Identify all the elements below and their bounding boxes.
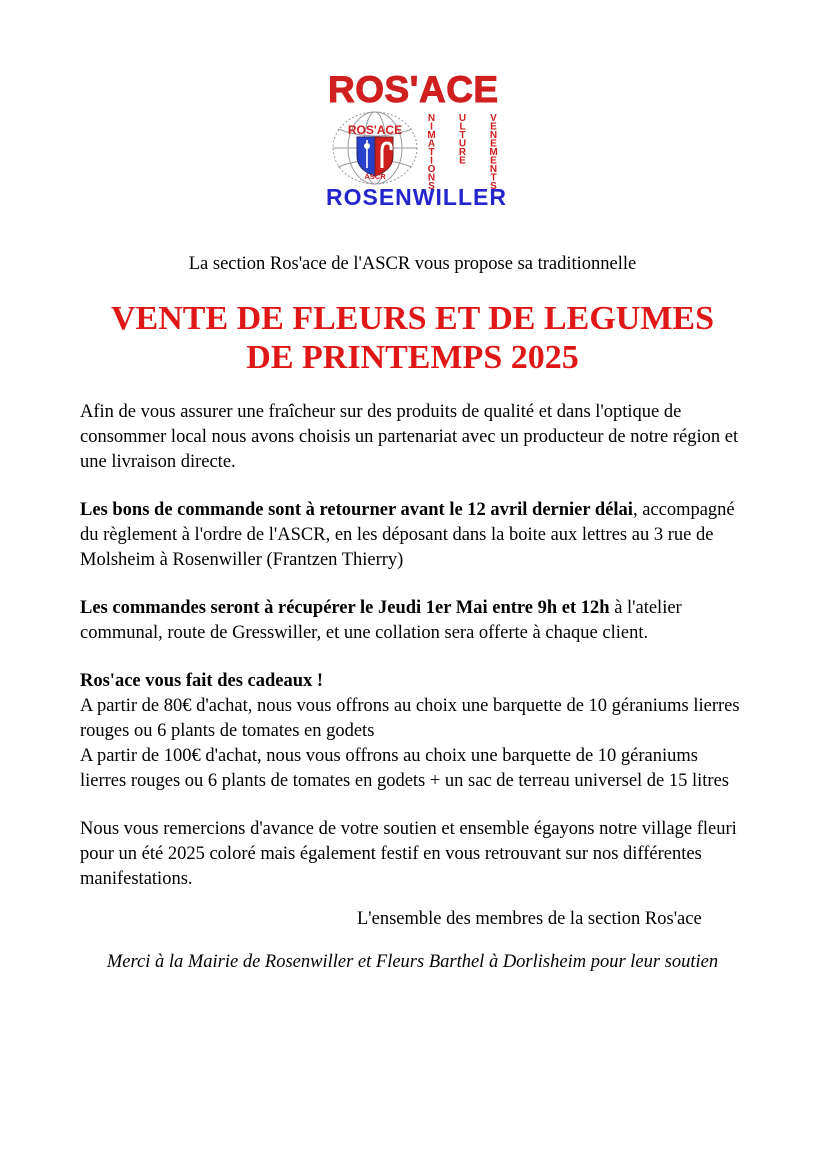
main-title-line2: DE PRINTEMPS 2025 [246,339,579,376]
emblem-sub: ASCR [364,172,386,181]
gifts-heading: Ros'ace vous fait des cadeaux ! [80,671,324,691]
logo-vertical-word-animations: NIMATIONS [426,113,437,190]
document-content [80,252,745,975]
order-deadline-bold: Les bons de commande sont à retourner avant le 12 avril dernier délai [80,500,633,520]
paragraph-fresh-products-text: Afin de vous assurer une fraîcheur sur des produits de qualité et dans l'optique de consommer local nous avons choisis un partenariat avec un producteur de notre région et une livraison directe. [80,402,739,472]
paragraph-fresh-products [80,400,745,475]
thanks-line: Merci à la Mairie de Rosenwiller et Fleurs Barthel à Dorlisheim pour leur soutien [106,952,719,972]
logo-city: ROSENWILLER [326,184,507,210]
pickup-bold: Les commandes seront à récupérer le Jeudi 1er Mai entre 9h et 12h [80,598,610,618]
logo-vertical-word-culture: ULTURE [457,113,468,164]
gifts-offer-100: A partir de 100€ d'achat, nous vous offrons au choix une barquette de 10 géraniums lierres rouges ou 6 plants de tomates en godets + un sac de terreau universel de 15 litres [80,746,729,791]
logo-wordmark: ROS'ACE [328,69,499,110]
emblem-name: ROS'ACE [347,123,403,137]
pickup-rest: à l'atelier communal, route de Gresswiller, et une collation sera offerte à chaque client. [80,598,682,643]
gifts-offer-80: A partir de 80€ d'achat, nous vous offrons au choix une barquette de 10 géraniums lierres rouges ou 6 plants de tomates en godets [80,696,740,741]
paragraph-order-deadline [80,498,745,573]
main-title [80,299,745,377]
order-deadline-rest: , accompagné du règlement à l'ordre de l'ASCR, en les déposant dans la boite aux lettres au 3 rue de Molsheim à Rosenwiller (Frantzen Thierry) [80,500,735,570]
paragraph-thanks-support-text: Nous vous remercions d'avance de votre soutien et ensemble égayons notre village fleuri pour un été 2025 coloré mais également festif en vous retrouvant sur nos différentes manifestations. [80,819,737,889]
globe-shield-emblem-icon [329,110,421,188]
intro-line: La section Ros'ace de l'ASCR vous propose sa traditionnelle [188,254,637,274]
main-title-line1: VENTE DE FLEURS ET DE LEGUMES [110,300,715,337]
logo-vertical-word-evenements: VENEMENTS [488,113,499,190]
paragraph-thanks-support [80,817,745,892]
paragraph-pickup [80,596,745,646]
signature-line: L'ensemble des membres de la section Ros'ace [357,909,702,929]
gifts-section [80,669,745,794]
